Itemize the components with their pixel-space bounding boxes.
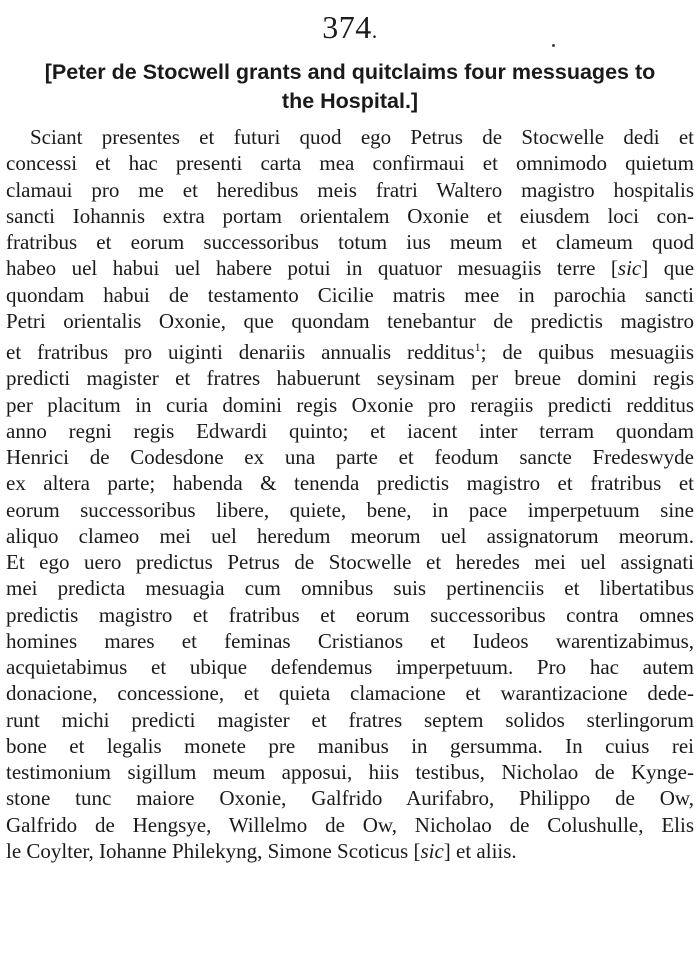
- charter-line: Et ego uero predictus Petrus de Stocwelle et heredes mei uel assignati: [6, 550, 694, 574]
- charter-line: ex altera parte; habenda & tenenda predictis magistro et fratribus et: [6, 471, 694, 496]
- page-number-value: 374: [322, 9, 372, 45]
- charter-line: quondam habui de testamento Cicilie matris mee in parochia sancti: [6, 282, 694, 307]
- sic-annotation: [sic]: [413, 838, 451, 863]
- charter-line: predictis magistro et fratribus et eorum successoribus contra omnes: [6, 602, 694, 627]
- heading-line-1: [Peter de Stocwell grants and quitclaims four messuages to: [44, 60, 656, 84]
- charter-line-text: habeo uel habui uel habere potui in quatuor mesuagiis terre: [6, 256, 596, 281]
- charter-line: concessi et hac presenti carta mea confirmaui et omnimodo quietum: [6, 151, 694, 176]
- charter-line: Sciant presentes et futuri quod ego Petrus de Stocwelle dedi et: [30, 125, 694, 149]
- charter-line: [6, 334, 694, 365]
- charter-line: [6, 838, 694, 864]
- footnote-reference: 1: [474, 340, 481, 354]
- charter-line: testimonium sigillum meum apposui, hiis testibus, Nicholao de Kynge-: [6, 760, 694, 784]
- charter-line: stone tunc maiore Oxonie, Galfrido Aurifabro, Philippo de Ow,: [6, 786, 694, 811]
- charter-line: anno regni regis Edwardi quinto; et iacent inter terram quondam: [6, 418, 694, 443]
- charter-line: donacione, concessione, et quieta clamacione et warantizacione dede-: [6, 681, 694, 706]
- charter-line: predicti magister et fratres habuerunt seysinam per breue domini regis: [6, 366, 694, 391]
- charter-line: homines mares et feminas Cristianos et Iudeos warentizabimus,: [6, 628, 694, 653]
- charter-line: Petri orientalis Oxonie, que quondam tenebantur de predictis magistro: [6, 308, 694, 333]
- charter-line: bone et legalis monete pre manibus in gersumma. In cuius rei: [6, 733, 694, 758]
- charter-line: Galfrido de Hengsye, Willelmo de Ow, Nicholao de Colushulle, Elis: [6, 812, 694, 837]
- charter-line: acquietabimus et ubique defendemus imperpetuum. Pro hac autem: [6, 655, 694, 679]
- heading-line-2: the Hospital.]: [281, 89, 419, 113]
- charter-line: sancti Iohannis extra portam orientalem Oxonie et eiusdem loci con-: [6, 203, 694, 228]
- charter-line: Henrici de Codesdone ex una parte et feodum sancte Fredeswyde: [6, 445, 694, 469]
- charter-line: runt michi predicti magister et fratres septem solidos sterlingorum: [6, 707, 694, 732]
- page-number: [0, 10, 700, 48]
- charter-line: fratribus et eorum successoribus totum ius meum et clameum quod: [6, 230, 694, 254]
- charter-line-text: le Coylter, Iohanne Philekyng, Simone Scoticus: [6, 838, 409, 863]
- charter-line-tail: et aliis.: [456, 838, 517, 863]
- charter-line-tail: que: [663, 256, 695, 281]
- sic-annotation: [sic]: [610, 256, 649, 281]
- charter-line: per placitum in curia domini regis Oxonie pro reragiis predicti redditus: [6, 392, 694, 417]
- charter-text: [6, 124, 694, 864]
- charter-line: eorum successoribus libere, quiete, bene, in pace imperpetuum sine: [6, 497, 694, 522]
- charter-line-text: et fratribus pro uiginti denariis annualis redditus: [6, 340, 475, 364]
- charter-line-tail: ; de quibus mesuagiis: [480, 340, 694, 364]
- stray-mark: [552, 44, 555, 47]
- charter-line: aliquo clameo mei uel heredum meorum uel assignatorum meorum.: [6, 523, 694, 548]
- charter-line: mei predicta mesuagia cum omnibus suis pertinenciis et libertatibus: [6, 576, 694, 601]
- document-heading: [4, 58, 696, 116]
- charter-line: [6, 255, 694, 281]
- charter-line: clamaui pro me et heredibus meis fratri Waltero magistro hospitalis: [6, 177, 694, 202]
- page-number-mark: .: [371, 18, 378, 43]
